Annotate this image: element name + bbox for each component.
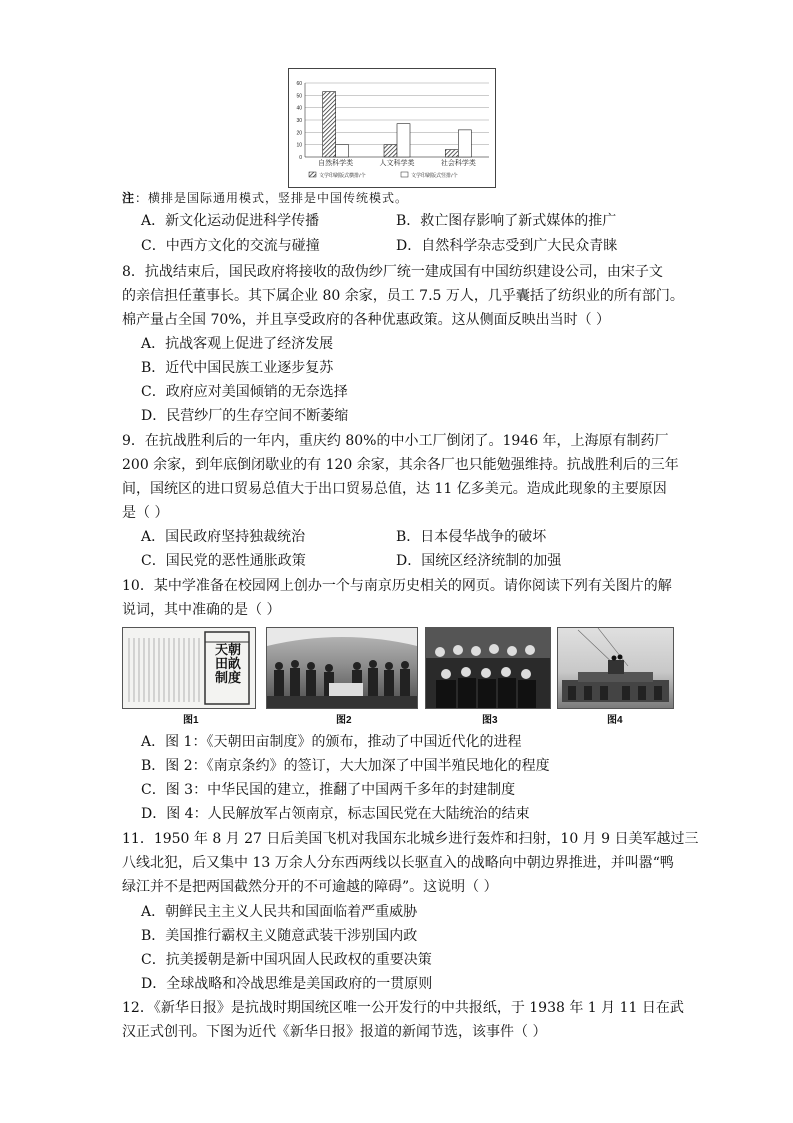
y-tick-label-0: 0 bbox=[299, 155, 302, 161]
figure-4-image bbox=[557, 627, 674, 709]
figure-1-image bbox=[122, 627, 256, 709]
q8-option-a: A．抗战客观上促进了经济发展 bbox=[141, 336, 334, 352]
q9-option-a: A．国民政府坚持独裁统治 bbox=[141, 529, 306, 545]
q10-option-a: A．图 1：《天朝田亩制度》的颁布，推动了中国近代化的进程 bbox=[141, 734, 522, 750]
figure-3-image bbox=[425, 627, 551, 709]
bar-0-1 bbox=[384, 145, 397, 157]
q7-option-c: C．中西方文化的交流与碰撞 bbox=[141, 238, 320, 254]
q8-option-c: C．政府应对美国倾销的无奈选择 bbox=[141, 384, 348, 400]
legend-swatch-1 bbox=[401, 172, 408, 177]
q12-stem-line-2: 汉正式创刊。下图为近代《新华日报》报道的新闻节选，该事件（ ） bbox=[122, 1024, 547, 1040]
y-tick-label-1: 10 bbox=[296, 142, 302, 149]
q10-option-b: B．图 2：《南京条约》的签订，大大加深了中国半殖民地化的程度 bbox=[141, 758, 550, 774]
note-label: 注 bbox=[122, 191, 136, 205]
figure-2-image bbox=[266, 627, 418, 709]
q8-stem-line-1: 8．抗战结束后，国民政府将接收的敌伪纱厂统一建成国有中国纺织建设公司，由宋子文 bbox=[122, 264, 663, 280]
y-tick-label-6: 60 bbox=[296, 81, 302, 87]
q11-option-d: D．全球战略和冷战思维是美国政府的一贯原则 bbox=[141, 976, 433, 992]
chart-svg bbox=[289, 69, 495, 187]
y-tick-label-2: 20 bbox=[296, 130, 302, 137]
q9-stem-line-3: 间，国统区的进口贸易总值大于出口贸易总值，达 11 亿多美元。造成此现象的主要原因 bbox=[122, 481, 667, 497]
note-text: ：横排是国际通用模式，竖排是中国传统模式。 bbox=[135, 191, 409, 205]
y-tick-label-5: 50 bbox=[296, 93, 302, 100]
bar-chart bbox=[288, 68, 496, 188]
q11-option-c: C．抗美援朝是新中国巩固人民政权的重要决策 bbox=[141, 952, 432, 968]
q11-option-b: B．美国推行霸权主义随意武装干涉别国内政 bbox=[141, 928, 418, 944]
figure-2-drawing bbox=[267, 628, 417, 708]
x-tick-label-1: 人文科学类 bbox=[379, 159, 415, 167]
q8-stem-line-2: 的亲信担任董事长。其下属企业 80 余家，员工 7.5 万人，几乎囊括了纺织业的所有部门。 bbox=[122, 288, 684, 304]
figure-1-title: 天朝田畝制度 bbox=[214, 643, 241, 686]
q9-stem-line-2: 200 余家，到年底倒闭歇业的有 120 余家，其余各厂也只能勉强维持。抗战胜利后的三年 bbox=[122, 457, 679, 473]
bar-0-0 bbox=[323, 92, 336, 157]
figure-4-caption: 图4 bbox=[607, 715, 623, 726]
y-tick-label-3: 30 bbox=[296, 118, 302, 124]
q11-option-a: A．朝鲜民主主义人民共和国面临着严重威胁 bbox=[141, 904, 418, 920]
q8-option-b: B．近代中国民族工业逐步复苏 bbox=[141, 360, 334, 376]
bar-1-1 bbox=[397, 124, 410, 157]
figure-4-drawing bbox=[558, 628, 673, 708]
q7-option-d: D．自然科学杂志受到广大民众青睐 bbox=[396, 238, 618, 254]
q10-option-d: D．图 4：人民解放军占领南京，标志国民党在大陆统治的结束 bbox=[141, 806, 530, 822]
figure-3-caption: 图3 bbox=[482, 715, 498, 726]
x-tick-label-2: 社会科学类 bbox=[440, 159, 476, 167]
q10-stem-line-2: 说词，其中准确的是（ ） bbox=[122, 602, 281, 618]
chart-note bbox=[122, 189, 408, 206]
x-tick-label-0: 自然科学类 bbox=[318, 159, 354, 167]
q9-stem-line-4: 是（ ） bbox=[122, 505, 169, 521]
figure-1-caption: 图1 bbox=[183, 715, 199, 726]
q9-stem-line-1: 9．在抗战胜利后的一年内，重庆约 80%的中小工厂倒闭了。1946 年，上海原有制药厂 bbox=[122, 433, 669, 449]
legend-label-0: 文学印刷版式横排/个 bbox=[319, 173, 366, 179]
q7-option-b: B．救亡图存影响了新式媒体的推广 bbox=[396, 213, 617, 229]
q10-option-c: C．图 3：中华民国的建立，推翻了中国两千多年的封建制度 bbox=[141, 782, 516, 798]
bar-1-2 bbox=[458, 130, 471, 157]
q9-option-c: C．国民党的恶性通胀政策 bbox=[141, 553, 306, 569]
figure-3-drawing bbox=[426, 628, 550, 708]
q12-stem-line-1: 12．《新华日报》是抗战时期国统区唯一公开发行的中共报纸，于 1938 年 1 月 11 日在武 bbox=[122, 1000, 684, 1016]
y-tick-label-4: 40 bbox=[296, 105, 302, 112]
q11-stem-line-1: 11．1950 年 8 月 27 日后美国飞机对我国东北城乡进行轰炸和扫射，10 月 9 日美军越过三 bbox=[122, 831, 699, 847]
q9-option-d: D．国统区经济统制的加强 bbox=[396, 553, 562, 569]
legend-swatch-0 bbox=[309, 172, 316, 177]
bar-1-0 bbox=[336, 145, 349, 157]
figure-2-caption: 图2 bbox=[336, 715, 352, 726]
q11-stem-line-3: 绿江并不是把两国截然分开的不可逾越的障碍”。这说明（ ） bbox=[122, 879, 498, 895]
q7-option-a: A．新文化运动促进科学传播 bbox=[141, 213, 320, 229]
bar-0-2 bbox=[445, 150, 458, 157]
q8-option-d: D．民营纱厂的生存空间不断萎缩 bbox=[141, 408, 349, 424]
q10-stem-line-1: 10．某中学准备在校园网上创办一个与南京历史相关的网页。请你阅读下列有关图片的解 bbox=[122, 578, 672, 594]
q8-stem-line-3: 棉产量占全国 70%，并且享受政府的各种优惠政策。这从侧面反映出当时（ ） bbox=[122, 312, 611, 328]
q11-stem-line-2: 八线北犯，后又集中 13 万余人分东西两线以长驱直入的战略向中朝边界推进，并叫嚣“鸭 bbox=[122, 855, 674, 871]
q9-option-b: B．日本侵华战争的破坏 bbox=[396, 529, 547, 545]
legend-label-1: 文学印刷版式竖排/个 bbox=[411, 173, 458, 179]
